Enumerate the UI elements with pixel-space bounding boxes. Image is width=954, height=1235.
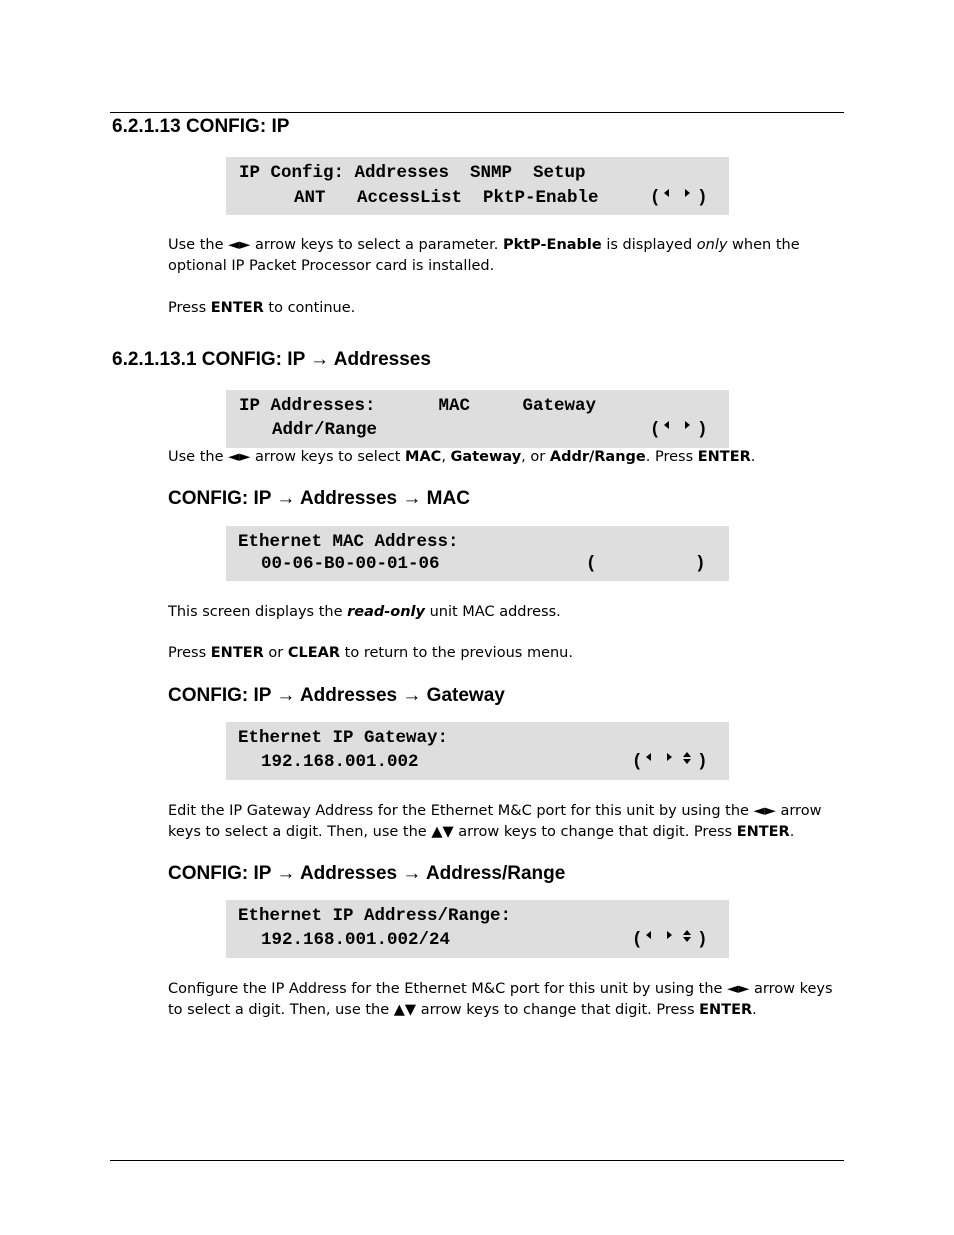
down-arrow-icon (683, 759, 691, 764)
open-paren: ( (586, 554, 597, 574)
text: Configure the IP Address for the Ethernet M&C port for this unit by using the (168, 981, 728, 997)
right-arrow-icon (685, 421, 690, 429)
lcd-line-2: Addr/Range (272, 420, 378, 440)
footer-rule (110, 1160, 844, 1161)
bold-text: MAC (405, 449, 442, 465)
bold-text: ENTER (699, 1002, 753, 1018)
right-arrow-icon (667, 753, 672, 761)
left-arrow-icon (646, 753, 651, 761)
lcd-line-1: IP Config: Addresses SNMP Setup (239, 163, 586, 183)
lcd-line-1: Ethernet IP Gateway: (238, 728, 449, 748)
subsection-heading: CONFIG: IP → Addresses → MAC (168, 488, 470, 509)
left-right-arrows-icon: ◄► (228, 449, 251, 465)
bold-text: CLEAR (287, 645, 341, 661)
section-heading: 6.2.1.13 CONFIG: IP (112, 116, 290, 137)
right-arrow-icon (667, 931, 672, 939)
italic-text: only (696, 237, 728, 253)
close-paren: ) (697, 930, 708, 950)
text: This screen displays the (168, 604, 348, 620)
text: arrow keys to change that digit. Press (416, 1002, 700, 1018)
paragraph (168, 235, 848, 277)
left-right-arrows-icon: ◄► (753, 803, 776, 819)
open-paren: ( (650, 188, 661, 208)
text: to continue. (263, 300, 356, 316)
bold-text: ENTER (697, 449, 751, 465)
lcd-screen-ip-config (226, 157, 729, 215)
text: is displayed (601, 237, 697, 253)
lcd-line-1: Ethernet IP Address/Range: (238, 906, 512, 926)
paragraph (168, 643, 848, 664)
paragraph (168, 602, 848, 623)
text: Use the (168, 237, 229, 253)
text: , (441, 449, 451, 465)
text: arrow keys to select (250, 449, 406, 465)
up-arrow-icon (683, 930, 691, 935)
left-right-arrows-icon: ◄► (228, 237, 251, 253)
text: . Press (645, 449, 698, 465)
text: Edit the IP Gateway Address for the Ethernet M&C port for this unit by using the (168, 803, 754, 819)
close-paren: ) (695, 554, 706, 574)
bold-text: ENTER (210, 300, 264, 316)
lcd-screen-address-range (226, 900, 729, 958)
lcd-line-2: 00-06-B0-00-01-06 (261, 554, 440, 574)
open-paren: ( (632, 930, 643, 950)
text: arrow keys to change that digit. Press (453, 824, 737, 840)
text: Press (168, 645, 211, 661)
paragraph (168, 979, 848, 1021)
text: when the optional IP Packet Processor card is installed. (168, 237, 800, 274)
text: unit MAC address. (424, 604, 561, 620)
left-right-arrows-icon: ◄► (727, 981, 750, 997)
text: arrow keys to select a digit. Then, use the (168, 803, 822, 840)
text: or (263, 645, 288, 661)
lcd-screen-mac (226, 526, 729, 581)
left-arrow-icon (664, 189, 669, 197)
left-arrow-icon (664, 421, 669, 429)
paragraph (168, 298, 848, 319)
text: Press (168, 300, 211, 316)
subsection-heading: CONFIG: IP → Addresses → Address/Range (168, 863, 566, 884)
text: . (752, 1002, 757, 1018)
open-paren: ( (632, 752, 643, 772)
up-down-arrows-icon: ▲▼ (393, 1002, 417, 1018)
lcd-line-2: 192.168.001.002/24 (261, 930, 451, 950)
close-paren: ) (697, 188, 708, 208)
text: , or (521, 449, 550, 465)
up-arrow-icon (683, 752, 691, 757)
text: arrow keys to select a parameter. (250, 237, 503, 253)
bold-text: PktP-Enable (502, 237, 602, 253)
header-rule (110, 112, 844, 113)
text: to return to the previous menu. (340, 645, 573, 661)
lcd-line-2: ANT AccessList PktP-Enable (294, 188, 599, 208)
text: Use the (168, 449, 229, 465)
lcd-line-1: IP Addresses: MAC Gateway (239, 396, 597, 416)
bold-text: ENTER (210, 645, 264, 661)
text: . (750, 449, 756, 465)
open-paren: ( (650, 420, 661, 440)
bold-text: Gateway (450, 449, 522, 465)
lcd-line-2: 192.168.001.002 (261, 752, 419, 772)
section-heading: 6.2.1.13.1 CONFIG: IP → Addresses (112, 349, 431, 370)
paragraph (168, 801, 848, 843)
bold-text: Addr/Range (549, 449, 646, 465)
left-arrow-icon (646, 931, 651, 939)
paragraph (168, 447, 848, 468)
bold-italic-text: read-only (347, 604, 425, 620)
lcd-screen-gateway (226, 722, 729, 780)
right-arrow-icon (685, 189, 690, 197)
text: arrow keys to select a digit. Then, use the (168, 981, 833, 1018)
text: . (789, 824, 795, 840)
close-paren: ) (697, 752, 708, 772)
subsection-heading: CONFIG: IP → Addresses → Gateway (168, 685, 505, 706)
down-arrow-icon (683, 937, 691, 942)
up-down-arrows-icon: ▲▼ (431, 824, 454, 840)
close-paren: ) (697, 420, 708, 440)
lcd-line-1: Ethernet MAC Address: (238, 532, 459, 552)
lcd-screen-addresses (226, 390, 729, 448)
bold-text: ENTER (736, 824, 790, 840)
